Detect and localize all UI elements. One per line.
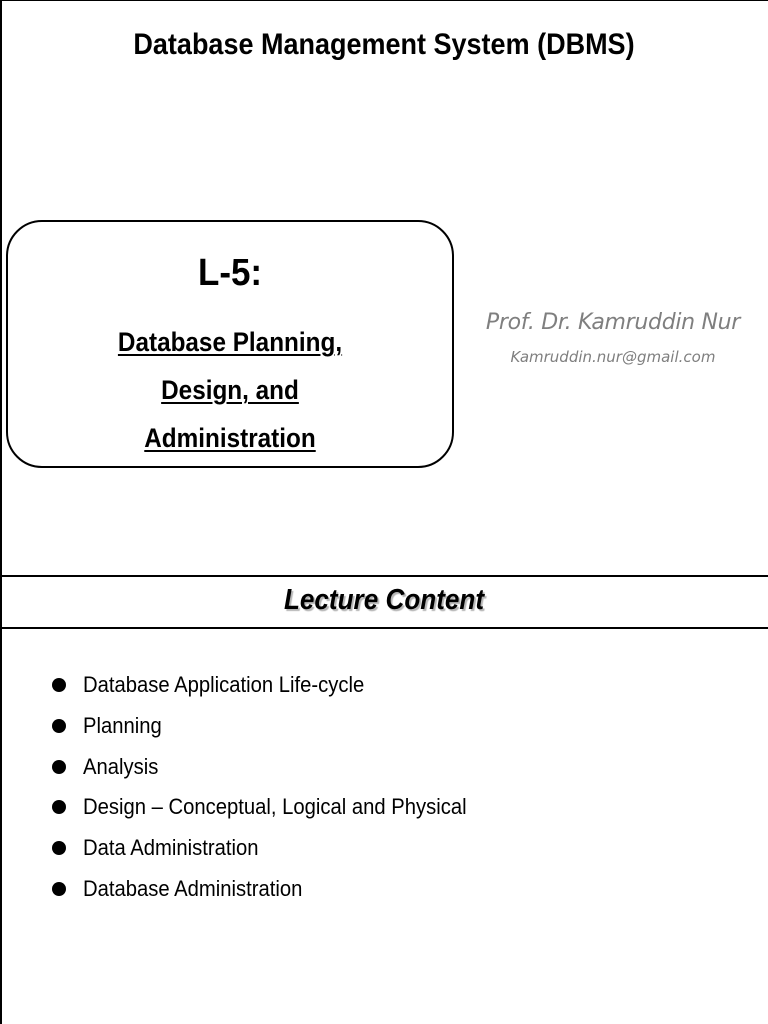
page-top-border [0, 0, 768, 1]
lecture-content-list [0, 668, 768, 913]
section-title: Lecture Content [283, 584, 485, 616]
lecture-topic-line: Administration [144, 423, 316, 453]
lecture-topic [8, 318, 452, 462]
list-item-text: Database Administration [83, 875, 303, 901]
list-item [0, 750, 768, 791]
list-item-text: Design – Conceptual, Logical and Physical [83, 794, 467, 820]
author-name: Prof. Dr. Kamruddin Nur [485, 310, 741, 335]
list-item-text: Data Administration [83, 835, 259, 861]
author-email: Kamruddin.nur@gmail.com [510, 348, 716, 366]
title-underline-divider [0, 627, 768, 629]
list-item-text: Planning [83, 712, 162, 738]
lecture-number: L-5: [197, 252, 263, 294]
list-item [0, 709, 768, 750]
bullet-icon [52, 800, 66, 814]
list-item [0, 872, 768, 913]
bullet-icon [52, 882, 66, 896]
list-item [0, 790, 768, 831]
course-title: Database Management System (DBMS) [133, 28, 635, 61]
slide-divider [0, 575, 768, 577]
lecture-topic-line: Design, and [161, 375, 299, 405]
list-item-text: Database Application Life-cycle [83, 672, 365, 697]
list-item [0, 831, 768, 872]
bullet-icon [52, 760, 66, 774]
lecture-title-box [6, 220, 454, 468]
list-item [0, 668, 768, 709]
bullet-icon [52, 678, 66, 692]
bullet-icon [52, 719, 66, 733]
bullet-icon [52, 841, 66, 855]
list-item-text: Analysis [83, 753, 159, 779]
lecture-topic-line: Database Planning, [117, 327, 343, 357]
